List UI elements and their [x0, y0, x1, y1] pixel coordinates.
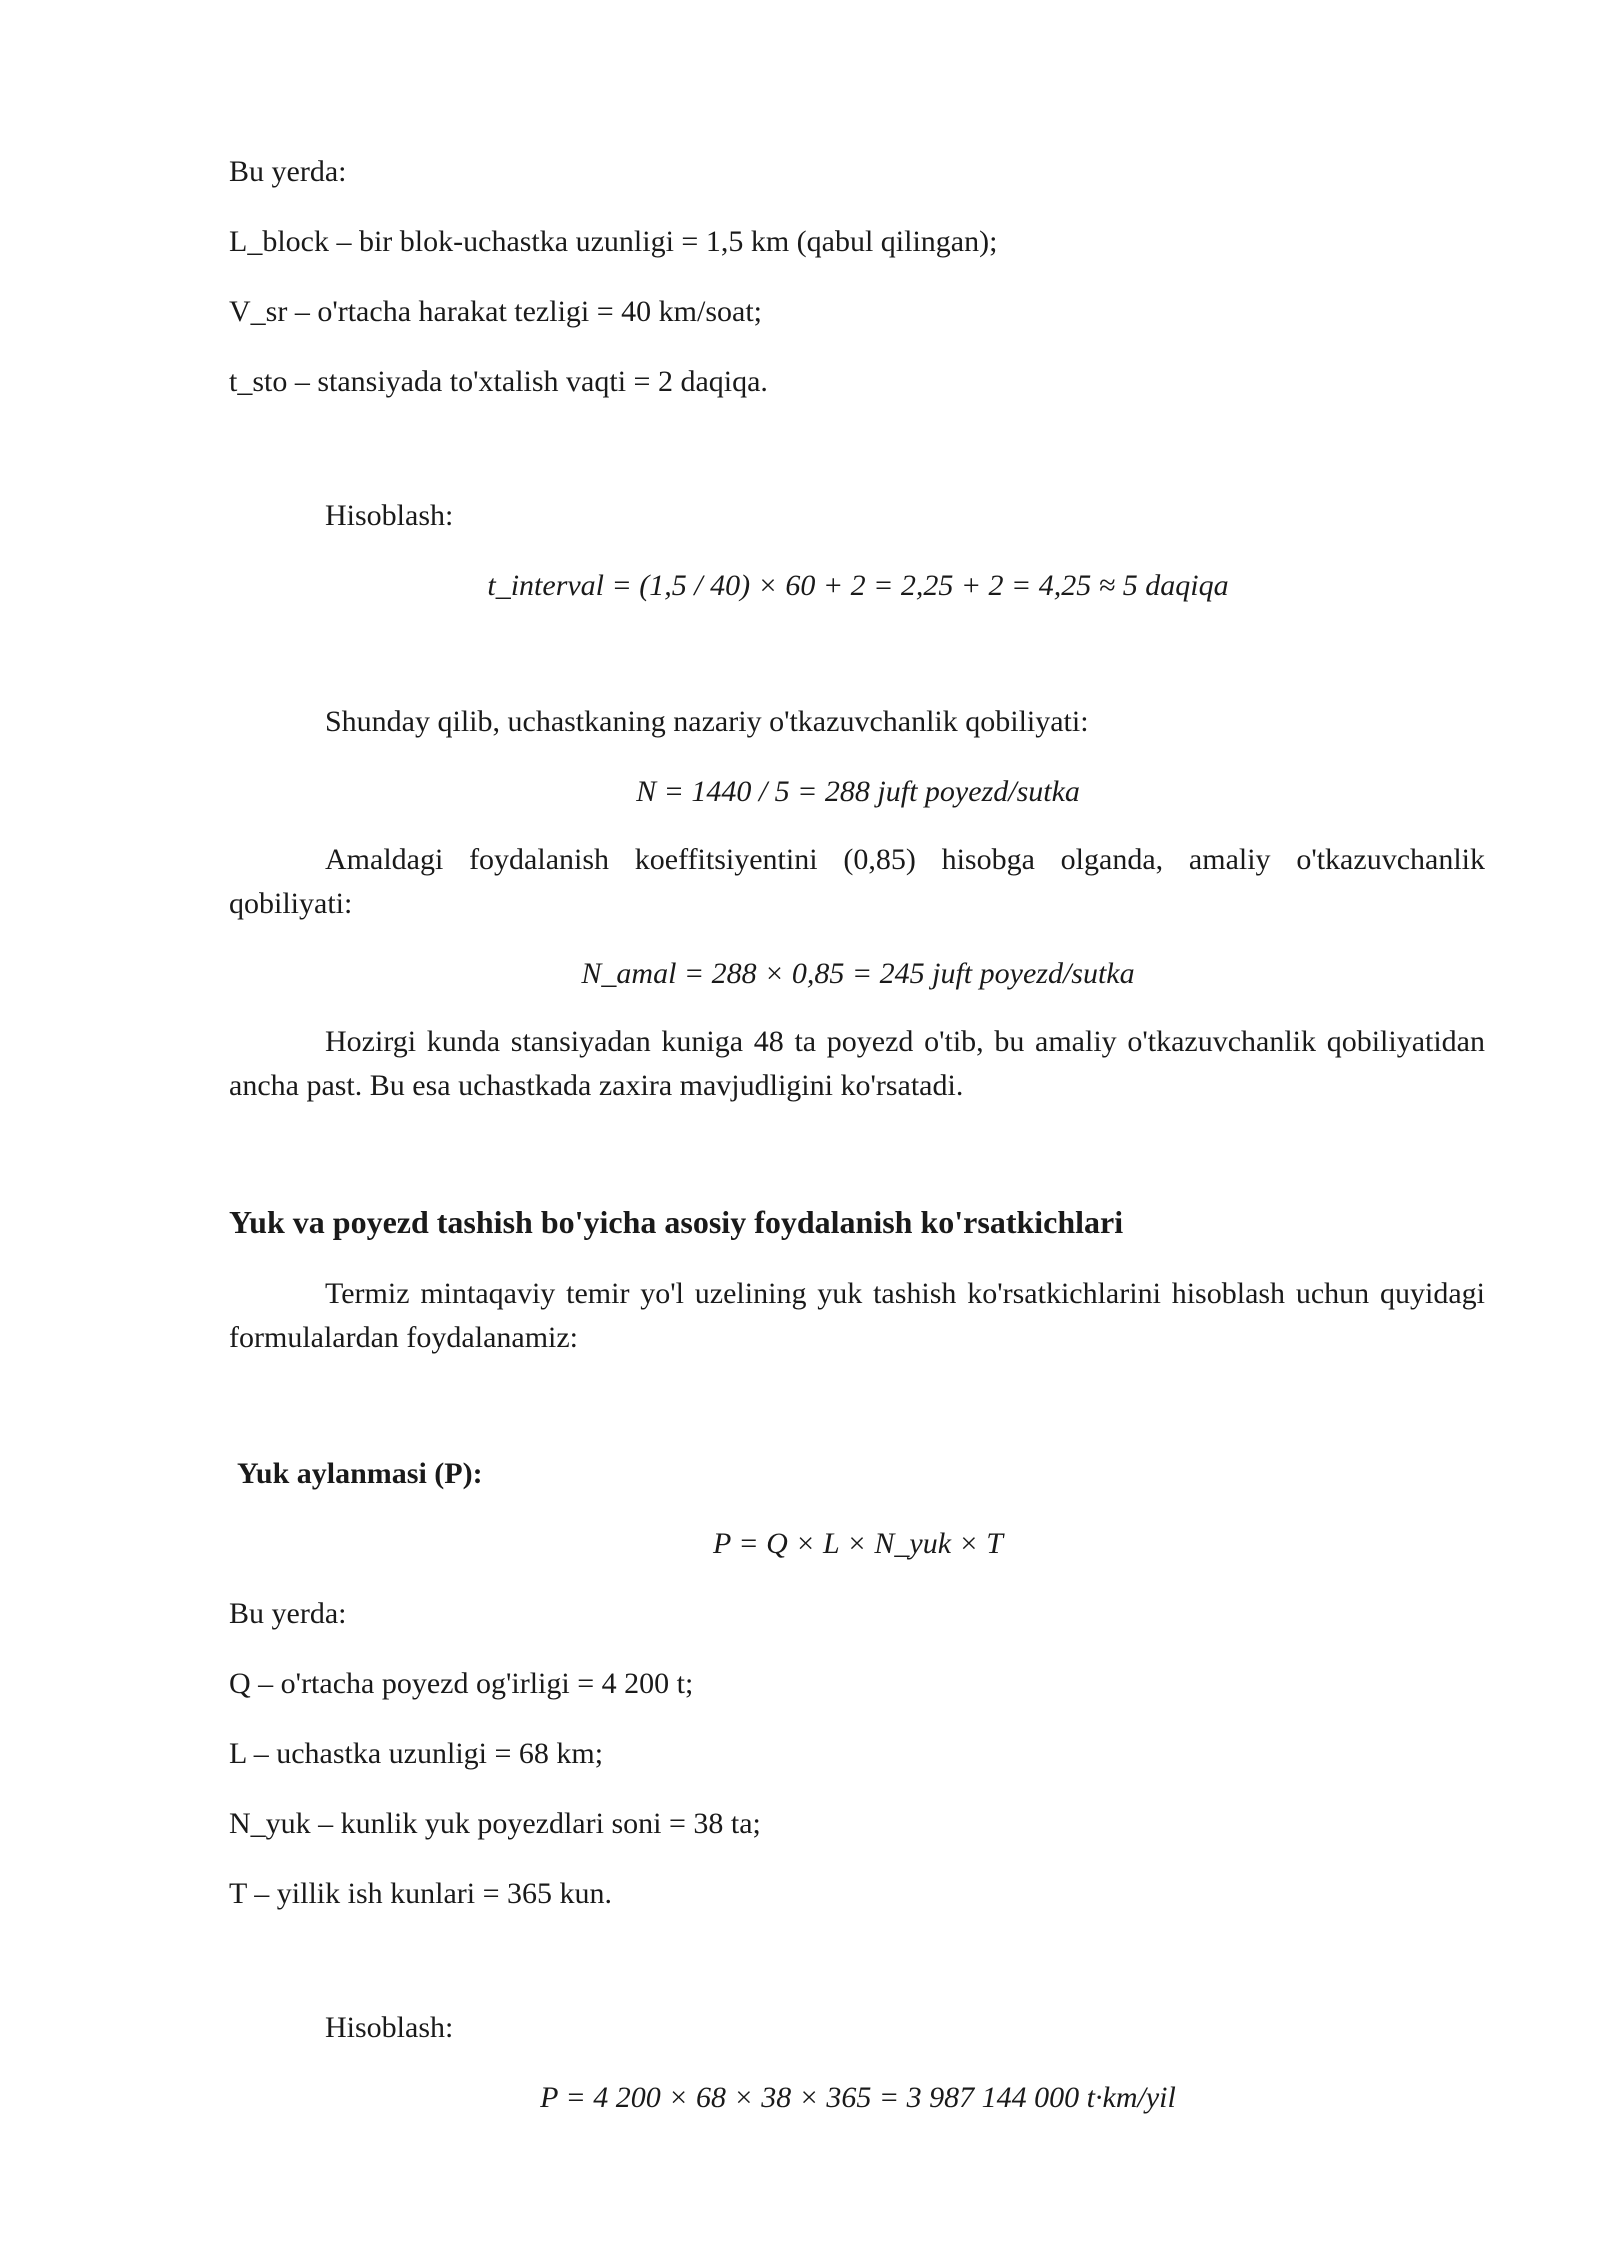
definition-t-sto: t_sto – stansiyada to'xtalish vaqti = 2 daqiqa. [229, 365, 768, 398]
definition-l-block: L_block – bir blok-uchastka uzunligi = 1,5 km (qabul qilingan); [229, 225, 998, 258]
throughput-intro: Shunday qilib, uchastkaning nazariy o'tkazuvchanlik qobiliyati: [325, 705, 1089, 738]
subheading-yuk-aylanmasi: Yuk aylanmasi (P): [237, 1457, 483, 1490]
definition-t: T – yillik ish kunlari = 365 kun. [229, 1877, 613, 1910]
hisoblash-label: Hisoblash: [325, 499, 454, 532]
definition-n-yuk: N_yuk – kunlik yuk poyezdlari soni = 38 ta; [229, 1807, 761, 1840]
formula-n-amal: N_amal = 288 × 0,85 = 245 juft poyezd/sutka [581, 957, 1135, 990]
formula-p-result: P = 4 200 × 68 × 38 × 365 = 3 987 144 000 t·km/yil [540, 2081, 1176, 2114]
bu-yerda-label-2: Bu yerda: [229, 1597, 347, 1630]
paragraph-current-traffic: Hozirgi kunda stansiyadan kuniga 48 ta poyezd o'tib, bu amaliy o'tkazuvchanlik qobiliyatidan ancha past. Bu esa uchastkada zaxira mavjudligini ko'rsatadi. [229, 1025, 1485, 1102]
formula-p: P = Q × L × N_yuk × T [713, 1527, 1003, 1560]
section-heading: Yuk va poyezd tashish bo'yicha asosiy foydalanish ko'rsatkichlari [229, 1204, 1124, 1240]
definition-q: Q – o'rtacha poyezd og'irligi = 4 200 t; [229, 1667, 694, 1700]
paragraph-practical-capacity: Amaldagi foydalanish koeffitsiyentini (0,85) hisobga olganda, amaliy o'tkazuvchanlik qobiliyati: [229, 843, 1485, 920]
definition-l: L – uchastka uzunligi = 68 km; [229, 1737, 604, 1770]
paragraph-section-intro: Termiz mintaqaviy temir yo'l uzelining yuk tashish ko'rsatkichlarini hisoblash uchun quyidagi formulalardan foydalanamiz: [229, 1277, 1485, 1354]
hisoblash-label-2: Hisoblash: [325, 2011, 454, 2044]
formula-n: N = 1440 / 5 = 288 juft poyezd/sutka [636, 775, 1080, 808]
formula-t-interval: t_interval = (1,5 / 40) × 60 + 2 = 2,25 + 2 = 4,25 ≈ 5 daqiqa [487, 569, 1229, 602]
bu-yerda-label: Bu yerda: [229, 155, 347, 188]
definition-v-sr: V_sr – o'rtacha harakat tezligi = 40 km/soat; [229, 295, 762, 328]
